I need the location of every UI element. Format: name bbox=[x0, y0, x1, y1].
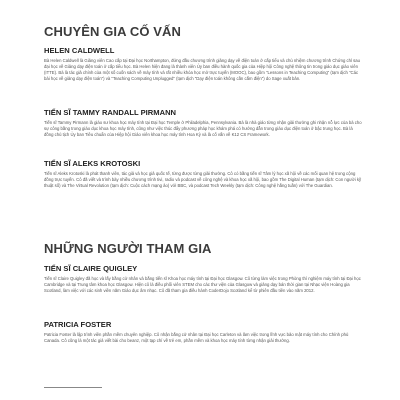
advisor-entry-krotoski bbox=[44, 159, 362, 189]
participants-heading: NHỮNG NGƯỜI THAM GIA bbox=[44, 241, 212, 256]
participant-entry-quigley bbox=[44, 264, 362, 294]
advisor-name: TIẾN SĨ TAMMY RANDALL PIRMANN bbox=[44, 108, 177, 117]
participant-entry-foster bbox=[44, 320, 362, 344]
participant-name: PATRICIA FOSTER bbox=[44, 320, 112, 329]
participant-bio: Tiến sĩ Claire Quigley đã học và lấy bằng cử nhân và bằng tiến sĩ Khoa học máy tính tại Đại học Glasgow. Cô từng làm việc trong Phòng thí nghiệm máy tính tại Đại học Cambridge và tại Trung tâm khoa học Glasgow. Hiện cô là điều phối viên STEM cho các thư viện của Glasgow và giảng dạy bán thời gian tại Nhạc viện Hoàng gia Scotland, làm việc với các sinh viên năm Giáo dục âm nhạc. Cô đã tham gia điều hành CoderDojo Scotland kể từ phiên đầu tiên vào năm 2012. bbox=[44, 276, 361, 294]
footnote-divider bbox=[44, 387, 102, 388]
advisor-bio: Bà Helen Caldwell là Giảng viên Cao cấp tại Đại học Northampton, đứng đầu chương trình giảng dạy về điện toán ở cấp tiểu và chủ nhiệm chương trình Chứng chỉ sau đại học về Giảng dạy điện toán ở cấp tiểu học. Bà Helen hiện đang là thành viên Ủy ban điều hành quốc gia của Hiệp hội Công nghệ thông tin trong giáo dục giáo viên (ITTE). Bà là tác giả chính của một số cuốn sách về máy tính và rất nhiều khóa học mở trực tuyến (MOOC), bao gồm "Lessons in Teaching Computing" (tạm dịch "Các bài học về giảng dạy điện toán") và "Teaching Computing Unplugged" (tạm dịch "Dạy điện toán không cần cắm điện") do Sage xuất bản. bbox=[44, 58, 361, 82]
advisor-name: HELEN CALDWELL bbox=[44, 46, 115, 55]
advisor-entry-caldwell bbox=[44, 46, 362, 82]
advisor-bio: Tiến sĩ Aleks Krotoski là phát thanh viên, tác giả và học giả quốc tế, từng được từng giải thưởng. Cô có bằng tiến sĩ Tâm lý học xã hội về các mối quan hệ trong cộng đồng trực tuyến. Cô đã viết và trình bày nhiều chương trình tivi, radio và podcast về công nghệ và khoa học xã hội, bao gồm The Digital Human (tạm dịch: Con người kỹ thuật số) và The Virtual Revolution (tạm dịch: Cuộc cách mạng ảo) với BBC, và podcast Tech Weekly (tạm dịch: Công nghệ hằng tuần) với The Guardian. bbox=[44, 171, 362, 189]
advisor-entry-pirmann bbox=[44, 108, 362, 138]
advisor-bio: Tiến sĩ Tammy Pirmann là giáo sư khoa học máy tính tại Đại học Temple ở Philadelphia, Pennsylvania. Bà là nhà giáo từng nhận giải thưởng ghi nhận nỗ lực của bà cho sự công bằng trong giáo dục khoa học máy tính, cũng như việc thúc đẩy phương pháp học khám phá có hướng dẫn trong giáo dục điện toán ở bậc trung học. Bà là đồng chủ tịch Ủy ban Tiêu chuẩn của Hiệp hội Giáo viên khoa học máy tính Hoa Kỳ và là cố vấn về K12 CS Framework. bbox=[44, 120, 362, 138]
participant-bio: Patricia Foster là lập trình viên phần mềm chuyên nghiệp. Cô nhận bằng cử nhân tại Đại học Carleton và làm việc trong lĩnh vực bảo mật máy tính cho Chính phủ Canada. Cô cũng là một tác giả viết bài cho beanz, một tạp chí về trẻ em, phần mềm và khoa học máy tính từng nhận giải thưởng. bbox=[44, 332, 349, 344]
advisor-name: TIẾN SĨ ALEKS KROTOSKI bbox=[44, 159, 141, 168]
participant-name: TIẾN SĨ CLAIRE QUIGLEY bbox=[44, 264, 138, 273]
advisors-heading: CHUYÊN GIA CỐ VẤN bbox=[44, 24, 182, 39]
